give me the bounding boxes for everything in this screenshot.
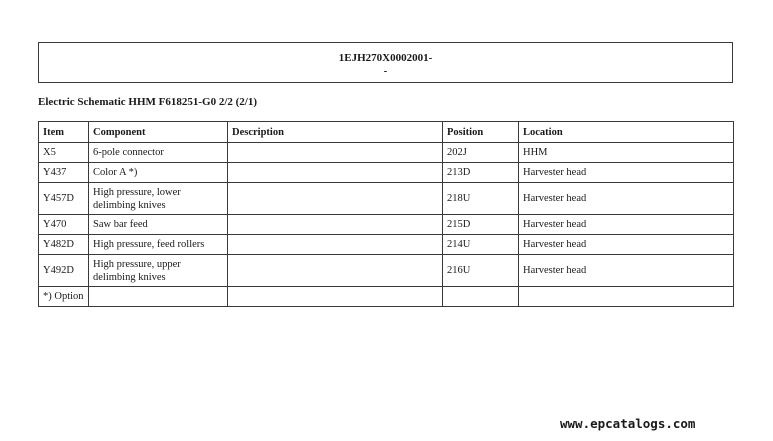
table-row [39,235,734,255]
cell-description [228,143,443,163]
cell-description [228,287,443,307]
cell-component: High pressure, feed rollers [89,235,228,255]
table-footnote-row [39,287,734,307]
document-id-suffix: - [383,65,388,77]
cell-position: 216U [443,255,519,287]
cell-item: Y470 [39,215,89,235]
cell-component [89,287,228,307]
cell-position: 202J [443,143,519,163]
document-header-box [38,42,733,83]
components-table [38,121,734,307]
table-row [39,215,734,235]
cell-location: Harvester head [519,183,734,215]
cell-item: X5 [39,143,89,163]
cell-description [228,163,443,183]
cell-item: Y457D [39,183,89,215]
table-row [39,255,734,287]
cell-location: Harvester head [519,215,734,235]
section-title: Electric Schematic HHM F618251-G0 2/2 (2/1) [38,96,258,108]
cell-description [228,183,443,215]
cell-position [443,287,519,307]
cell-description [228,235,443,255]
column-header-item: Item [39,122,89,143]
cell-location: Harvester head [519,255,734,287]
cell-component: Saw bar feed [89,215,228,235]
table-row [39,183,734,215]
cell-component: High pressure, lower delimbing knives [89,183,228,215]
column-header-description: Description [228,122,443,143]
cell-component: 6-pole connector [89,143,228,163]
column-header-location: Location [519,122,734,143]
cell-location: Harvester head [519,235,734,255]
cell-component: High pressure, upper delimbing knives [89,255,228,287]
cell-description [228,255,443,287]
cell-item: Y492D [39,255,89,287]
cell-position: 215D [443,215,519,235]
column-header-position: Position [443,122,519,143]
cell-position: 213D [443,163,519,183]
cell-location: Harvester head [519,163,734,183]
cell-item: Y482D [39,235,89,255]
cell-description [228,215,443,235]
cell-location: HHM [519,143,734,163]
cell-position: 214U [443,235,519,255]
watermark-link[interactable]: www.epcatalogs.com [560,416,696,431]
column-header-component: Component [89,122,228,143]
cell-item: Y437 [39,163,89,183]
table-row [39,143,734,163]
cell-location [519,287,734,307]
document-id: 1EJH270X0002001- [338,52,433,64]
cell-position: 218U [443,183,519,215]
cell-component: Color A *) [89,163,228,183]
footnote-option: *) Option [39,287,89,307]
table-header-row [39,122,734,143]
table-row [39,163,734,183]
